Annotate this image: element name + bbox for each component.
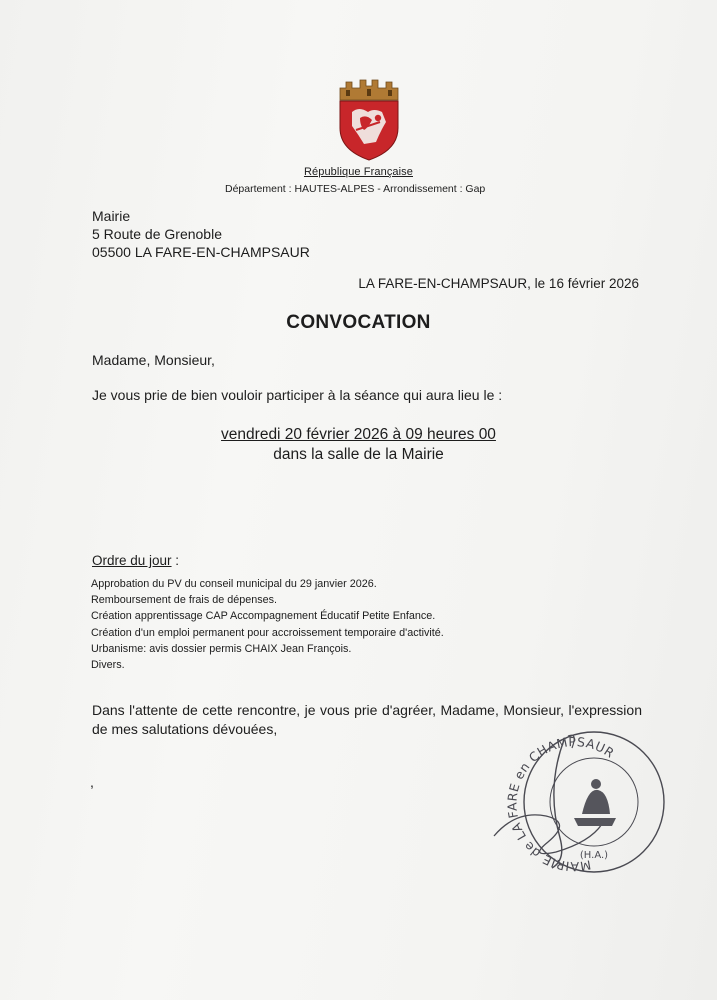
department-line: Département : HAUTES-ALPES - Arrondissement : Gap xyxy=(225,183,486,195)
closing-paragraph: Dans l'attente de cette rencontre, je vous prie d'agréer, Madame, Monsieur, l'expression de mes salutations dévouées, xyxy=(92,702,642,737)
stamp-ring-text: MAIRIE de LA FARE en CHAMPSAUR xyxy=(504,733,618,875)
meeting-datetime: vendredi 20 février 2026 à 09 heures 00 xyxy=(221,426,496,443)
agenda-item: Urbanisme: avis dossier permis CHAIX Jean François. xyxy=(91,642,352,655)
agenda-list xyxy=(91,576,444,673)
place-date: LA FARE-EN-CHAMPSAUR, le 16 février 2026 xyxy=(358,276,639,291)
salutation: Madame, Monsieur, xyxy=(92,352,215,368)
agenda-item: Création d'un emploi permanent pour accroissement temporaire d'activité. xyxy=(91,626,444,639)
signature-comma: , xyxy=(90,774,94,790)
agenda-item: Création apprentissage CAP Accompagnement Éducatif Petite Enfance. xyxy=(91,610,436,623)
agenda-item: Remboursement de frais de dépenses. xyxy=(91,594,278,607)
sender-city: 05500 LA FARE-EN-CHAMPSAUR xyxy=(92,244,310,260)
agenda-heading: Ordre du jour : xyxy=(92,553,180,568)
meeting-place: dans la salle de la Mairie xyxy=(273,446,444,463)
document-title: CONVOCATION xyxy=(286,312,431,333)
sender-street: 5 Route de Grenoble xyxy=(92,226,222,242)
agenda-item: Approbation du PV du conseil municipal du 29 janvier 2026. xyxy=(91,578,377,590)
coat-of-arms-emblem xyxy=(334,78,404,162)
mairie-stamp xyxy=(486,718,666,878)
stamp-sub-text: (H.A.) xyxy=(579,850,609,861)
republic-heading: République Française xyxy=(303,166,413,178)
agenda-item: Divers. xyxy=(91,659,125,672)
intro-sentence: Je vous prie de bien vouloir participer à la séance qui aura lieu le : xyxy=(92,387,503,403)
sender-name: Mairie xyxy=(92,208,131,224)
